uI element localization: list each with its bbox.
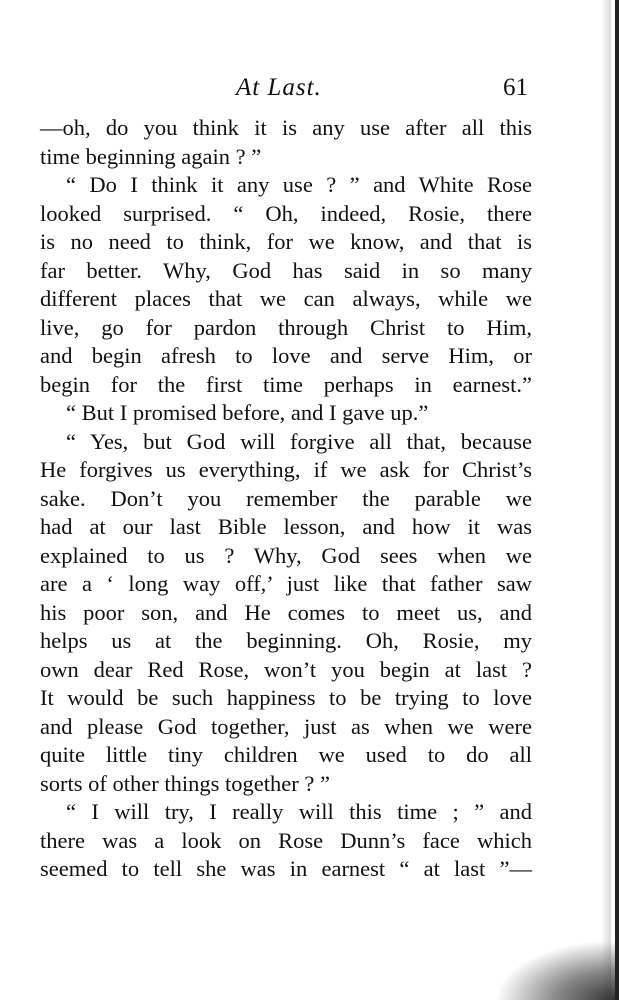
page-number: 61 <box>503 74 528 101</box>
text-line: It would be such happiness to be trying to love <box>40 685 532 710</box>
text-line: He forgives us everything, if we ask for Christ’s <box>40 457 532 482</box>
text-line: are a ‘ long way off,’ just like that father saw <box>40 571 532 596</box>
text-line: his poor son, and He comes to meet us, and <box>40 599 532 625</box>
text-line: different places that we can always, while we <box>40 286 532 311</box>
text-line: live, go for pardon through Christ to Him, <box>40 314 532 340</box>
text-line: “ But I promised before, and I gave up.” <box>66 400 429 425</box>
text-line: looked surprised. “ Oh, indeed, Rosie, there <box>40 200 532 226</box>
text-line: explained to us ? Why, God sees when we <box>40 542 532 568</box>
text-line: and begin afresh to love and serve Him, or <box>40 343 532 368</box>
text-line: there was a look on Rose Dunn’s face which <box>40 827 532 853</box>
text-line: own dear Red Rose, won’t you begin at last ? <box>40 656 532 682</box>
running-title: At Last. <box>236 74 322 101</box>
text-line: helps us at the beginning. Oh, Rosie, my <box>40 628 532 653</box>
text-line: “ Do I think it any use ? ” and White Rose <box>66 172 532 197</box>
page-edge-shadow <box>601 0 611 1000</box>
text-line: begin for the first time perhaps in earnest.” <box>40 371 532 397</box>
page-corner-shadow <box>495 940 615 1000</box>
text-line: seemed to tell she was in earnest “ at last ”— <box>40 856 532 881</box>
text-line: quite little tiny children we used to do all <box>40 742 532 767</box>
text-line: time beginning again ? ” <box>40 143 262 169</box>
text-line: is no need to think, for we know, and that is <box>40 229 532 254</box>
text-line: and please God together, just as when we were <box>40 713 532 739</box>
text-line: far better. Why, God has said in so many <box>40 257 532 283</box>
page-header <box>0 72 619 106</box>
text-line: “ Yes, but God will forgive all that, because <box>66 428 532 454</box>
text-line: sake. Don’t you remember the parable we <box>40 485 532 511</box>
text-line: “ I will try, I really will this time ; ” and <box>66 799 532 824</box>
text-line: had at our last Bible lesson, and how it was <box>40 514 532 539</box>
text-line: —oh, do you think it is any use after all this <box>40 115 532 140</box>
body-text <box>40 114 532 884</box>
text-line: sorts of other things together ? ” <box>40 770 330 796</box>
